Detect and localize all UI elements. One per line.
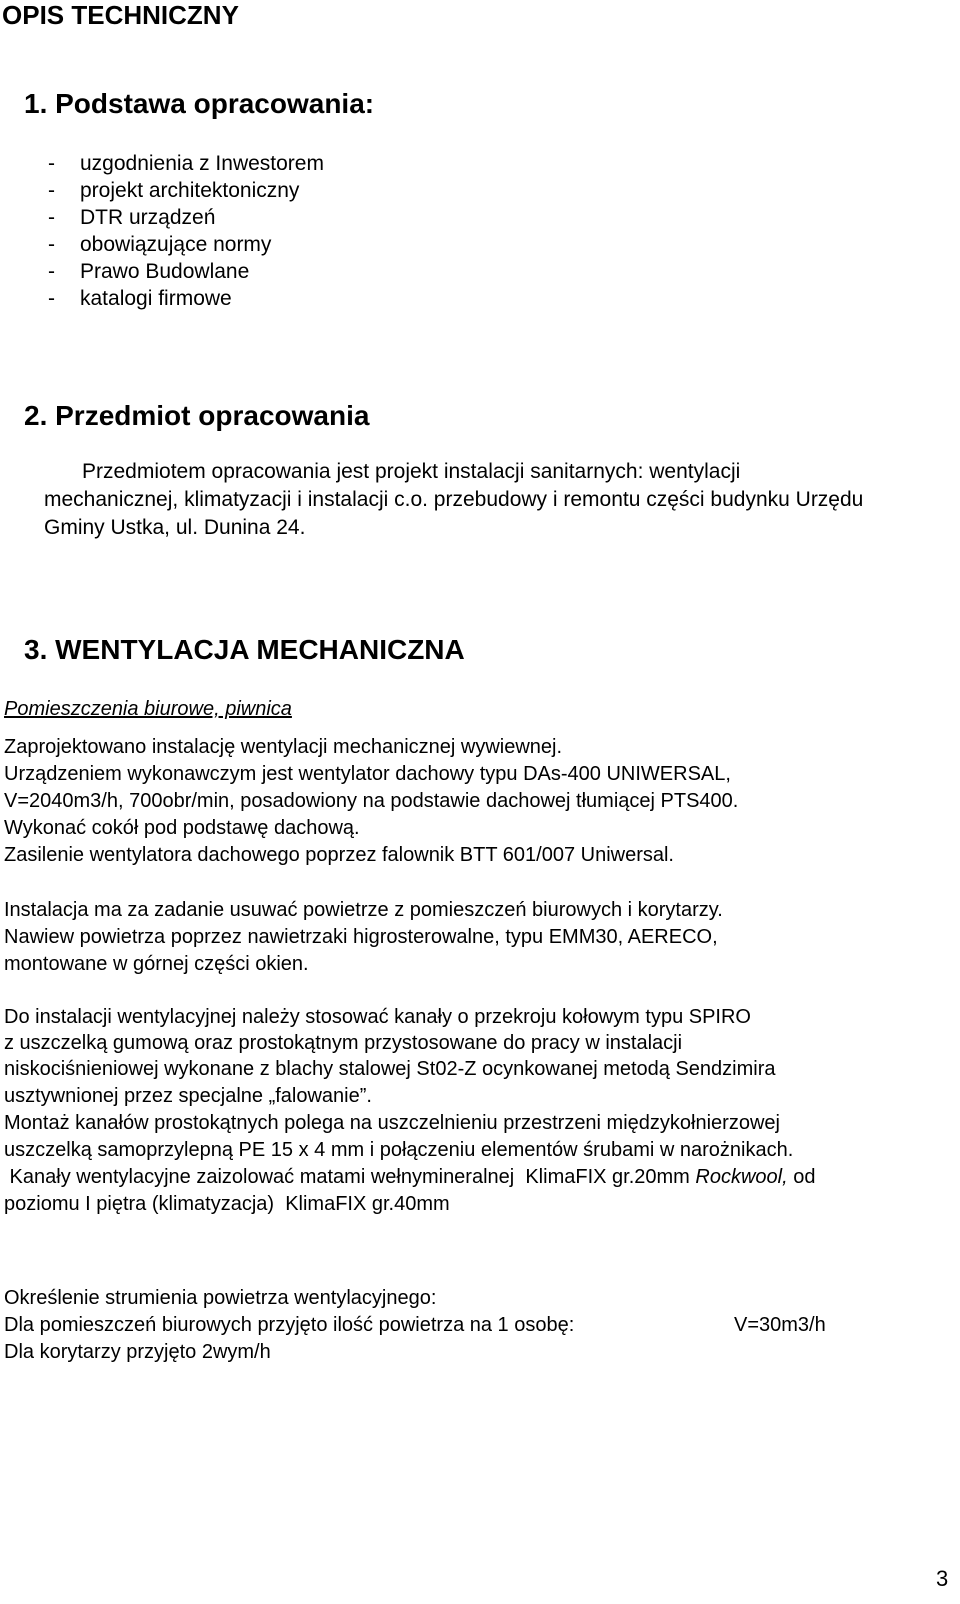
section-1-heading: 1. Podstawa opracowania: <box>24 88 375 119</box>
paragraph-line: V=2040m3/h, 700obr/min, posadowiony na podstawie dachowej tłumiącej PTS400. <box>4 790 739 812</box>
paragraph-line: Wykonać cokół pod podstawę dachową. <box>4 817 360 839</box>
section-3-subheading: Pomieszczenia biurowe, piwnica <box>4 698 292 720</box>
paragraph-line: Zaprojektowano instalację wentylacji mechanicznej wywiewnej. <box>4 736 563 758</box>
paragraph-line: Przedmiotem opracowania jest projekt instalacji sanitarnych: wentylacji <box>82 460 741 483</box>
paragraph-line: mechanicznej, klimatyzacji i instalacji c.o. przebudowy i remontu części budynku Urzędu <box>44 488 864 511</box>
paragraph-line: montowane w górnej części okien. <box>4 953 309 975</box>
list-item-text: uzgodnienia z Inwestorem <box>80 152 324 175</box>
paragraph-line: Urządzeniem wykonawczym jest wentylator dachowy typu DAs-400 UNIWERSAL, <box>4 763 731 785</box>
paragraph-line: z uszczelką gumową oraz prostokątnym przystosowane do pracy w instalacji <box>4 1032 683 1054</box>
paragraph-line: Do instalacji wentylacyjnej należy stosować kanały o przekroju kołowym typu SPIRO <box>4 1006 751 1028</box>
paragraph-line: niskociśnieniowej wykonane z blachy stalowej St02-Z ocynkowanej metodą Sendzimira <box>4 1058 776 1080</box>
list-item: - DTR urządzeń <box>48 206 216 229</box>
paragraph-line: Gminy Ustka, ul. Dunina 24. <box>44 516 306 539</box>
list-item: - katalogi firmowe <box>48 287 232 310</box>
document-title: OPIS TECHNICZNY <box>2 0 239 30</box>
list-item-text: katalogi firmowe <box>80 287 232 310</box>
text-run: Kanały wentylacyjne zaizolować matami wełnymineralnej KlimaFIX gr.20mm <box>4 1166 696 1188</box>
airflow-row-label: Dla pomieszczeń biurowych przyjęto ilość powietrza na 1 osobę: <box>4 1314 575 1336</box>
paragraph-line: poziomu I piętra (klimatyzacja) KlimaFIX gr.40mm <box>4 1193 450 1215</box>
paragraph-line: usztywnionej przez specjalne „falowanie”. <box>4 1085 372 1107</box>
section-2-heading: 2. Przedmiot opracowania <box>24 400 370 431</box>
list-item-text: obowiązujące normy <box>80 233 272 256</box>
list-item: - obowiązujące normy <box>48 233 272 256</box>
list-item-text: projekt architektoniczny <box>80 179 300 202</box>
list-item: - projekt architektoniczny <box>48 179 300 202</box>
text-run-italic: Rockwool, <box>695 1166 788 1188</box>
section-3-heading: 3. WENTYLACJA MECHANICZNA <box>24 634 465 665</box>
paragraph-line: Zasilenie wentylatora dachowego poprzez falownik BTT 601/007 Uniwersal. <box>4 844 674 866</box>
paragraph-line <box>4 1166 815 1189</box>
paragraph-line: Nawiew powietrza poprzez nawietrzaki higrosterowalne, typu EMM30, AERECO, <box>4 926 718 948</box>
text-run: od <box>787 1166 816 1188</box>
list-item: - Prawo Budowlane <box>48 260 250 283</box>
page-number: 3 <box>936 1566 949 1591</box>
paragraph-line: uszczelką samoprzylepną PE 15 x 4 mm i połączeniu elementów śrubami w narożnikach. <box>4 1139 794 1161</box>
list-item-text: Prawo Budowlane <box>80 260 250 283</box>
paragraph-line: Montaż kanałów prostokątnych polega na uszczelnieniu przestrzeni międzykołnierzowej <box>4 1112 780 1134</box>
list-item: - uzgodnienia z Inwestorem <box>48 152 324 175</box>
list-item-text: DTR urządzeń <box>80 206 216 229</box>
airflow-row-label: Dla korytarzy przyjęto 2wym/h <box>4 1341 271 1363</box>
paragraph-line: Instalacja ma za zadanie usuwać powietrze z pomieszczeń biurowych i korytarzy. <box>4 899 723 921</box>
airflow-row-value: V=30m3/h <box>734 1314 826 1336</box>
airflow-heading: Określenie strumienia powietrza wentylacyjnego: <box>4 1287 437 1309</box>
